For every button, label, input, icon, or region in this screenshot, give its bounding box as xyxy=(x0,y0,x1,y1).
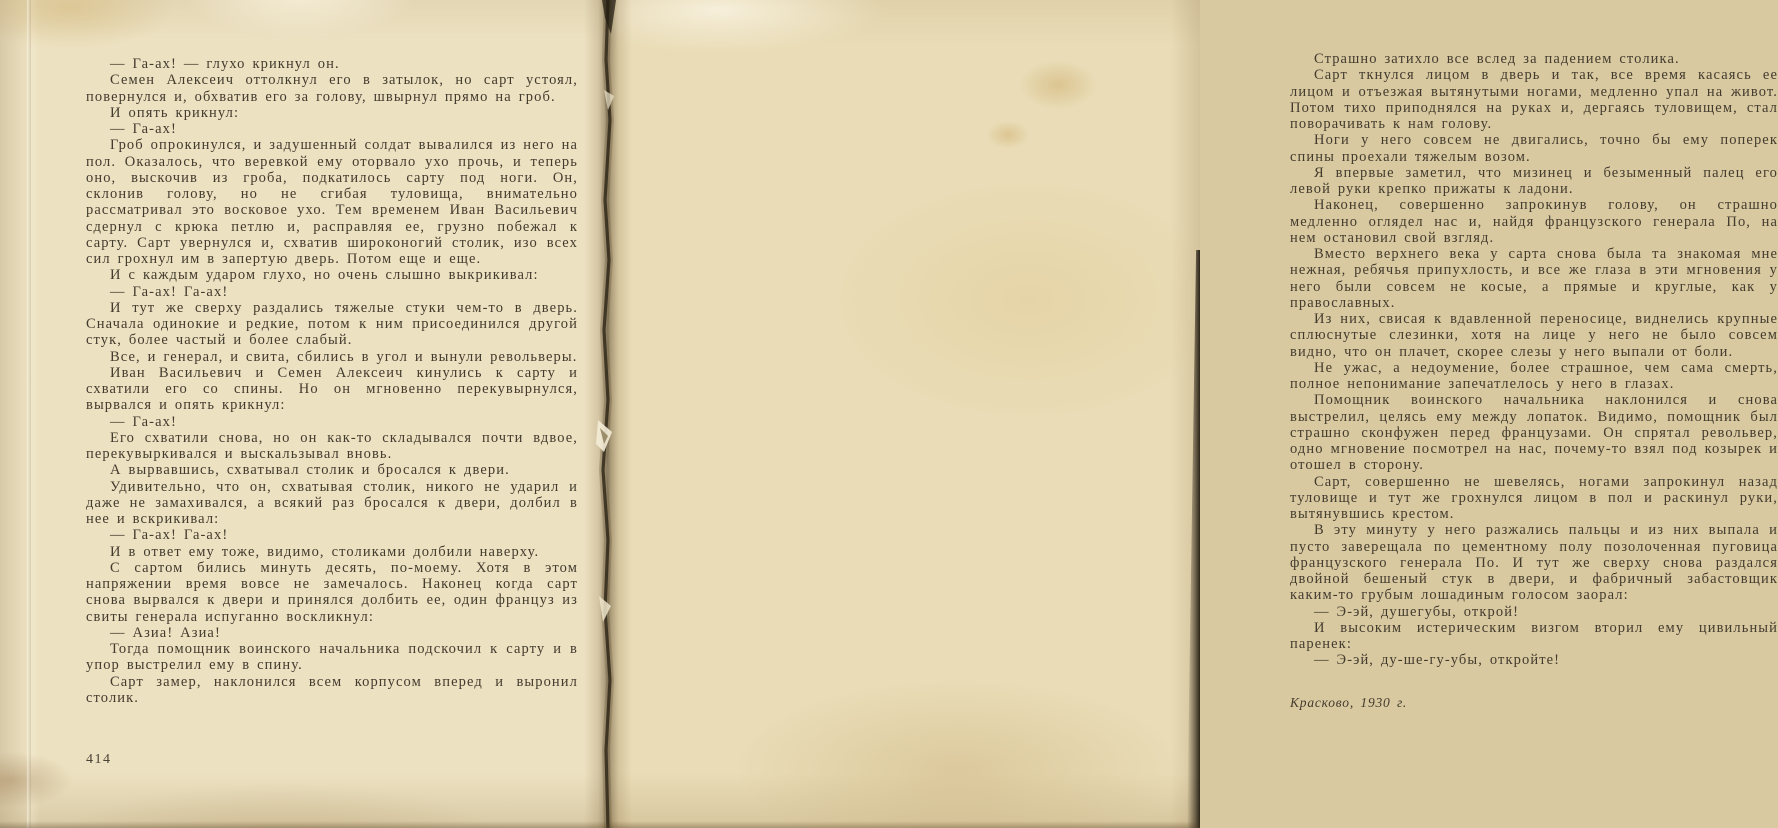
paragraph: Сарт, совершенно не шевелясь, ногами запрокинул назад туловище и тут же грохнулся лицом в пол и раскинул руки, вытянувшись крестом. xyxy=(1290,473,1778,522)
left-page-paragraphs xyxy=(86,56,578,706)
paragraph: Его схватили снова, но он как-то складывался почти вдвое, перекувыркивался и выскальзывал вновь. xyxy=(86,429,578,462)
page-fold-line xyxy=(27,0,31,828)
paragraph: Вместо верхнего века у сарта снова была та знакомая мне нежная, ребячья припухлость, и все же глаза в эти мгновения у него были совсем не косые, а прямые и круглые, как у православных. xyxy=(1290,246,1778,311)
paragraph: И в ответ ему тоже, видимо, столиками долбили наверху. xyxy=(110,543,540,560)
paragraph: Не ужас, а недоумение, более страшное, чем сама смерть, полное непонимание запечатлелось у него в глазах. xyxy=(1290,359,1778,392)
paragraph: — Га-ах! Га-ах! xyxy=(110,283,229,300)
paragraph: — Э-эй, ду-ше-гу-убы, откройте! xyxy=(1314,652,1561,669)
paragraph: Из них, свисая к вдавленной переносице, виднелись крупные сплюснутые слезинки, хотя на лице у него не было совсем видно, что он плачет, скорее слезы у него выпали от боли. xyxy=(1290,311,1778,360)
paragraph: И высоким истерическим визгом вторил ему цивильный паренек: xyxy=(1290,619,1778,652)
paragraph: Все, и генерал, и свита, сбились в угол и вынули револьверы. xyxy=(110,348,578,365)
paragraph: И тут же сверху раздались тяжелые стуки чем-то в дверь. Сначала одинокие и редкие, потом к ним присоединился другой стук, более частый и более слабый. xyxy=(86,299,578,349)
left-page xyxy=(0,0,608,828)
paragraph: Тогда помощник воинского начальника подскочил к сарту и в упор выстрелил ему в спину. xyxy=(86,641,578,674)
paragraph: Иван Васильевич и Семен Алексеич кинулись к сарту и схватили его со спины. Но он мгновенно перекувырнулся, вырвался и опять крикнул: xyxy=(86,364,578,414)
paragraph: С сартом бились минуть десять, по-моему. Хотя в этом напряжении время вовсе не замечалось. Наконец когда сарт снова вырвался к двери и принялся долбить ее, один француз из свиты генерала испуганно воскликнул: xyxy=(86,559,578,625)
right-page-text xyxy=(1290,51,1778,711)
left-page-text xyxy=(86,56,578,706)
paragraph: Помощник воинского начальника наклонился и снова выстрелил, целясь ему между лопаток. Видимо, помощник был страшно сконфужен перед французами. Он спрятал револьвер, одно мгновение посмотрел на нас, почему-то взял под козырек и отошел в сторону. xyxy=(1290,392,1778,474)
right-page-paragraphs xyxy=(1290,51,1778,669)
paragraph: А вырвавшись, схватывал столик и бросался к двери. xyxy=(110,462,510,479)
paragraph: Я впервые заметил, что мизинец и безыменный палец его левой руки крепко прижаты к ладони. xyxy=(1290,164,1778,197)
right-page xyxy=(608,0,1778,828)
paragraph: Сарт замер, наклонился всем корпусом вперед и выронил столик. xyxy=(86,673,578,706)
paragraph: — Э-эй, душегубы, открой! xyxy=(1314,603,1519,620)
paragraph: Ноги у него совсем не двигались, точно бы ему поперек спины проехали тяжелым возом. xyxy=(1290,132,1778,165)
paragraph: Сарт ткнулся лицом в дверь и так, все время касаясь ее лицом и отъезжая вытянутыми ногами, медленно упал на живот. Потом тихо приподнялся на руках и, дергаясь туловищем, стал поворачивать к нам голову. xyxy=(1290,67,1778,132)
paragraph: — Га-ах! Га-ах! xyxy=(110,527,229,544)
paragraph: Семен Алексеич оттолкнул его в затылок, но сарт устоял, повернулся и, обхватив его за голову, швырнул прямо на гроб. xyxy=(86,72,578,105)
paragraph: — Га-ах! xyxy=(110,413,177,430)
paragraph: Наконец, совершенно запрокинув голову, он страшно медленно оглядел нас и, найдя французского генерала По, на нем остановил свой взгляд. xyxy=(1290,197,1778,246)
paragraph: — Га-ах! xyxy=(110,121,177,137)
colophon: Красково, 1930 г. xyxy=(1290,694,1408,710)
paragraph: И опять крикнул: xyxy=(110,104,240,121)
paragraph: — Га-ах! — глухо крикнул он. xyxy=(110,56,340,72)
binding-gutter xyxy=(584,0,632,828)
paragraph: Удивительно, что он, схватывая столик, никого не ударил и даже не замахивался, а всякий раз бросался к двери, долбил в нее и вскрикивал: xyxy=(86,478,578,527)
paragraph: И с каждым ударом глухо, но очень слышно выкрикивал: xyxy=(110,267,539,284)
paragraph: Страшно затихло все вслед за падением столика. xyxy=(1314,51,1680,67)
page-bottom-shadow xyxy=(0,821,1200,828)
paragraph: — Азиа! Азиа! xyxy=(110,624,221,641)
paragraph: В эту минуту у него разжались пальцы и из них выпала и пусто заверещала по цементному полу позолоченная пуговица французского генерала По. И тут же сверху снова раздался двойной бешеный стук в двери, и фабричный забастовщик каким-то грубым лошадиным голосом заорал: xyxy=(1290,522,1778,604)
paragraph: Гроб опрокинулся, и задушенный солдат вывалился из него на пол. Оказалось, что веревкой ему оторвало ухо прочь, и теперь оно, выскочив из гроба, подкатилось сарту под ноги. Он, склонив голову, но не сгибая туловища, внимательно рассматривал это восковое ухо. Тем временем Иван Васильевич сдернул с крюка петлю и, расправляя ее, грузно побежал к сарту. Сарт увернулся и, схватив широконогий столик, изо всех сил грохнул им в запертую дверь. Потом еще и еще. xyxy=(86,137,578,267)
page-number: 414 xyxy=(86,752,112,767)
binding-seam-tear xyxy=(584,0,632,828)
